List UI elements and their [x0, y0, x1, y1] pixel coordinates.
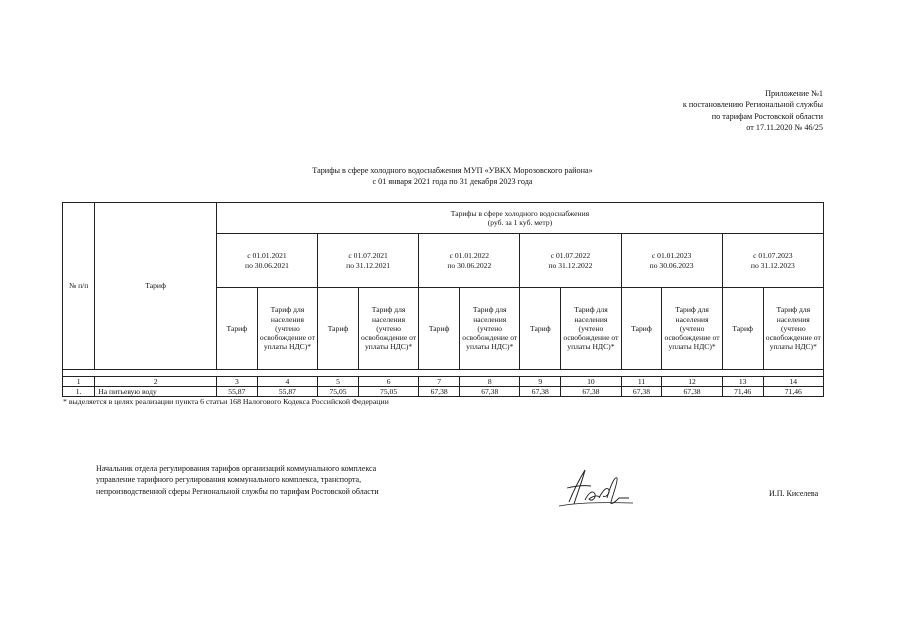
tariff-value: 71,46: [722, 387, 763, 397]
tariff-value: 67,38: [621, 387, 662, 397]
population-tariff-value: 67,38: [662, 387, 722, 397]
column-number: 12: [662, 377, 722, 387]
column-number: 9: [520, 377, 561, 387]
tariff-value: 75,05: [318, 387, 359, 397]
signer-name: И.П. Киселева: [769, 489, 819, 498]
subheader-population-tariff: Тариф для населения (учтено освобождение от уплаты НДС)*: [257, 288, 317, 370]
period-to: по 30.06.2021: [245, 260, 289, 270]
position-line: Начальник отдела регулирования тарифов организаций коммунального комплекса: [96, 464, 377, 473]
tariff-value: 55,87: [216, 387, 257, 397]
subheader-population-tariff: Тариф для населения (учтено освобождение от уплаты НДС)*: [561, 288, 621, 370]
period-to: по 31.12.2022: [548, 260, 593, 270]
subheader-tariff: Тариф: [621, 288, 662, 370]
column-number: 3: [216, 377, 257, 387]
appendix-header: [683, 88, 823, 133]
column-number: 8: [460, 377, 520, 387]
row-number: 1.: [63, 387, 95, 397]
column-number: 2: [95, 377, 217, 387]
subheader-tariff: Тариф: [216, 288, 257, 370]
population-tariff-value: 71,46: [763, 387, 823, 397]
column-number: 13: [722, 377, 763, 387]
subheader-tariff: Тариф: [722, 288, 763, 370]
tariff-table: [62, 202, 824, 397]
row-name: На питьевую воду: [95, 387, 217, 397]
title-line-1: Тарифы в сфере холодного водоснабжения МУП «УВКХ Морозовского района»: [312, 166, 593, 175]
subheader-tariff: Тариф: [318, 288, 359, 370]
column-number: 5: [318, 377, 359, 387]
column-number: 6: [358, 377, 418, 387]
title-line-2: с 01 января 2021 года по 31 декабря 2023 года: [372, 176, 533, 186]
header-group-line-2: (руб. за 1 куб. метр): [487, 218, 553, 227]
period-from: с 01.07.2023: [753, 251, 793, 261]
column-number: 10: [561, 377, 621, 387]
appendix-line: к постановлению Региональной службы: [682, 100, 823, 110]
position-line: непроизводственной сферы Региональной службы по тарифам Ростовской области: [96, 486, 379, 496]
period-header: [216, 234, 317, 288]
document-title: [0, 166, 905, 187]
appendix-line: от 17.11.2020 № 46/25: [746, 122, 823, 132]
period-from: с 01.01.2021: [247, 251, 287, 261]
appendix-line: по тарифам Ростовской области: [711, 111, 823, 121]
period-to: по 30.06.2022: [447, 260, 492, 270]
column-number: 4: [257, 377, 317, 387]
appendix-line: Приложение №1: [765, 89, 823, 98]
subheader-population-tariff: Тариф для населения (учтено освобождение от уплаты НДС)*: [763, 288, 823, 370]
population-tariff-value: 67,38: [561, 387, 621, 397]
period-from: с 01.01.2023: [651, 251, 692, 261]
tariff-value: 67,38: [419, 387, 460, 397]
period-from: с 01.07.2021: [348, 251, 388, 261]
column-number: 14: [763, 377, 823, 387]
subheader-population-tariff: Тариф для населения (учтено освобождение от уплаты НДС)*: [358, 288, 418, 370]
period-header: [318, 234, 419, 288]
population-tariff-value: 55,87: [257, 387, 317, 397]
subheader-tariff: Тариф: [419, 288, 460, 370]
subheader-population-tariff: Тариф для населения (учтено освобождение от уплаты НДС)*: [460, 288, 520, 370]
period-from: с 01.01.2022: [449, 251, 490, 261]
tariff-value: 67,38: [520, 387, 561, 397]
population-tariff-value: 75,05: [358, 387, 418, 397]
table-row: [63, 387, 824, 397]
period-to: по 31.12.2021: [346, 260, 391, 270]
subheader-population-tariff: Тариф для населения (учтено освобождение от уплаты НДС)*: [662, 288, 722, 370]
period-to: по 31.12.2023: [750, 260, 795, 270]
table-spacer: [63, 370, 824, 377]
population-tariff-value: 67,38: [460, 387, 520, 397]
handwritten-signature: [555, 462, 635, 510]
header-group-line-1: Тарифы в сфере холодного водоснабжения: [450, 208, 590, 218]
period-header: [621, 234, 722, 288]
period-to: по 30.06.2023: [649, 260, 694, 270]
position-line: управление тарифного регулирования коммунального комплекса, транспорта,: [96, 475, 362, 485]
period-header: [419, 234, 520, 288]
signatory-position: [96, 463, 379, 497]
period-header: [722, 234, 823, 288]
column-number: 11: [621, 377, 662, 387]
column-number: 7: [419, 377, 460, 387]
header-group: [216, 203, 823, 234]
header-number: № п/п: [63, 203, 95, 370]
subheader-tariff: Тариф: [520, 288, 561, 370]
footnote: * выделяется в целях реализации пункта 6 статьи 168 Налогового Кодекса Российской Федерации: [63, 397, 389, 406]
period-header: [520, 234, 621, 288]
column-number-row: [63, 377, 824, 387]
period-from: с 01.07.2022: [550, 251, 591, 261]
column-number: 1: [63, 377, 95, 387]
header-tariff-name: Тариф: [95, 203, 217, 370]
